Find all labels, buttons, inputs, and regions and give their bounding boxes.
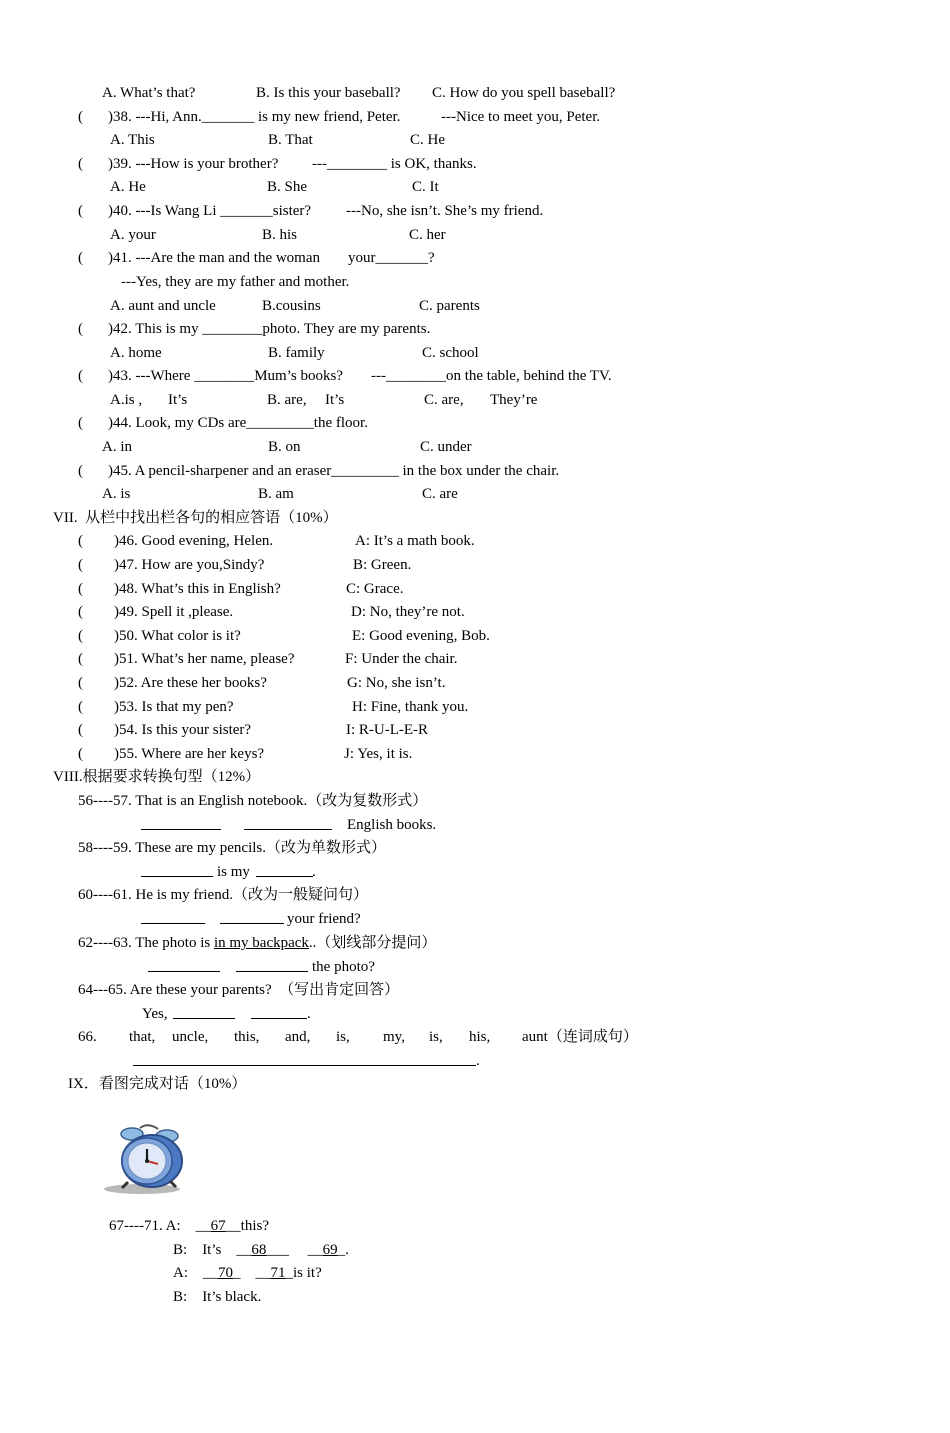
q43-option-a: A.is , [110, 392, 143, 408]
q42-option-c: C. school [422, 345, 479, 361]
q39-reply: ---________ is OK, thanks. [312, 156, 477, 172]
q40-option-c: C. her [409, 227, 446, 243]
match-paren: ( [78, 675, 83, 691]
match-paren: ( [78, 722, 83, 738]
answer-blank [244, 815, 332, 836]
word: uncle, [172, 1029, 209, 1045]
word: my, [383, 1029, 405, 1045]
match-answer: H: Fine, thank you. [352, 699, 469, 715]
dialog-line-3-text: is it? [293, 1265, 322, 1281]
q44-option-a: A. in [102, 439, 132, 455]
q43-option-a-second: It’s [168, 392, 188, 408]
q41-option-b: B.cousins [262, 298, 321, 314]
transform-58: 58----59. These are my pencils.（改为单数形式） [78, 840, 386, 856]
word: that, [129, 1029, 156, 1045]
word: aunt（连词成句） [522, 1029, 638, 1045]
match-answer: D: No, they’re not. [351, 604, 465, 620]
q40-option-b: B. his [262, 227, 298, 243]
transform-62-post: ..（划线部分提问） [308, 935, 437, 951]
dialog-its: It’s [202, 1242, 222, 1258]
q43-option-c-second: They’re [490, 392, 538, 408]
match-question: )55. Where are her keys? [114, 746, 265, 762]
transform-60: 60----61. He is my friend.（改为一般疑问句） [78, 887, 368, 903]
transform-66-number: 66. [78, 1029, 97, 1045]
q42-option-b: B. family [268, 345, 325, 361]
transform-66-end: . [476, 1053, 480, 1069]
alarm-clock-image [100, 1118, 190, 1196]
match-paren: ( [78, 604, 83, 620]
dialog-line-4 [173, 1287, 261, 1307]
match-answer: F: Under the chair. [345, 651, 458, 667]
q37-option-a: A. What’s that? [102, 85, 196, 101]
dialog-line-1: 67----71. A: __67__this? [109, 1218, 269, 1234]
q38-option-c: C. He [410, 132, 445, 148]
q39-question: )39. ---How is your brother? [108, 156, 279, 172]
answer-blank [236, 957, 308, 978]
q44-option-c: C. under [420, 439, 472, 455]
dialog-blank-67: 67 [210, 1218, 226, 1234]
q44-paren: ( [78, 415, 83, 431]
q43-option-b-second: It’s [325, 392, 345, 408]
q44-option-b: B. on [268, 439, 301, 455]
q42-question: )42. This is my ________photo. They are my parents. [108, 321, 431, 337]
speaker-a: A: [173, 1265, 188, 1281]
dialog-blank-69: 69 [322, 1242, 338, 1258]
match-paren: ( [78, 699, 83, 715]
q42-paren: ( [78, 321, 83, 337]
transform-62-underlined: in my backpack [213, 935, 309, 951]
q38-option-a: A. This [110, 132, 155, 148]
q45-option-a: A. is [102, 486, 131, 502]
q43-reply: ---________on the table, behind the TV. [371, 368, 612, 384]
q45-paren: ( [78, 463, 83, 479]
answer-blank [251, 1004, 307, 1025]
section-9-title: IX．看图完成对话（10%） [68, 1076, 247, 1092]
q38-option-b: B. That [268, 132, 313, 148]
dialog-line-2-end: . [345, 1242, 349, 1258]
match-paren: ( [78, 557, 83, 573]
q37-option-c: C. How do you spell baseball? [432, 85, 616, 101]
word: his, [469, 1029, 491, 1045]
transform-64-end: . [307, 1006, 311, 1022]
q40-reply: ---No, she isn’t. She’s my friend. [346, 203, 544, 219]
q40-option-a: A. your [110, 227, 156, 243]
match-paren: ( [78, 533, 83, 549]
q39-option-c: C. It [412, 179, 439, 195]
match-question: )46. Good evening, Helen. [114, 533, 274, 549]
q43-option-b: B. are, [267, 392, 307, 408]
answer-blank [141, 862, 213, 883]
q41-option-c: C. parents [419, 298, 480, 314]
transform-62 [78, 933, 436, 953]
q41-question: )41. ---Are the man and the woman [108, 250, 321, 266]
dialog-blank-70: 70 [218, 1265, 233, 1281]
q40-question: )40. ---Is Wang Li _______sister? [108, 203, 312, 219]
transform-60-answer: your friend? [287, 911, 361, 927]
q41-reply: ---Yes, they are my father and mother. [121, 274, 350, 290]
answer-blank [141, 815, 221, 836]
q37-option-b: B. Is this your baseball? [256, 85, 401, 101]
q38-question: )38. ---Hi, Ann._______ is my new friend, Peter. [108, 109, 401, 125]
match-paren: ( [78, 651, 83, 667]
q41-question-end: your_______? [348, 250, 435, 266]
match-question: )54. Is this your sister? [114, 722, 252, 738]
transform-56: 56----57. That is an English notebook.（改为复数形式） [78, 793, 428, 809]
transform-58-mid: is my [217, 864, 250, 880]
match-question: )51. What’s her name, please? [114, 651, 295, 667]
match-answer: G: No, she isn’t. [347, 675, 446, 691]
transform-64: 64---65. Are these your parents? （写出肯定回答） [78, 982, 400, 998]
speaker-b: B: [173, 1289, 188, 1305]
word: is, [336, 1029, 350, 1045]
dialog-line-4-text: It’s black. [202, 1289, 262, 1305]
transform-58-end: . [312, 864, 316, 880]
q39-paren: ( [78, 156, 83, 172]
dialog-line-2: B: It’s __68___ __69_. [173, 1242, 349, 1258]
q41-paren: ( [78, 250, 83, 266]
match-answer: B: Green. [353, 557, 412, 573]
match-question: )49. Spell it ,please. [114, 604, 234, 620]
q43-paren: ( [78, 368, 83, 384]
match-question: )50. What color is it? [114, 628, 241, 644]
transform-62-answer: the photo? [312, 959, 375, 975]
match-answer: I: R-U-L-E-R [346, 722, 429, 738]
q45-option-c: C. are [422, 486, 458, 502]
answer-blank [148, 957, 220, 978]
transform-62-pre: 62----63. The photo is [78, 935, 214, 951]
q44-question: )44. Look, my CDs are_________the floor. [108, 415, 368, 431]
word: this, [234, 1029, 260, 1045]
q45-option-b: B. am [258, 486, 294, 502]
speaker-b: B: [173, 1242, 188, 1258]
q40-paren: ( [78, 203, 83, 219]
dialog-line-3: A: __70_ __71_is it? [173, 1265, 322, 1281]
dialog-blank-71: 71 [270, 1265, 286, 1281]
word: and, [285, 1029, 311, 1045]
match-question: )48. What’s this in English? [114, 581, 281, 597]
q42-option-a: A. home [110, 345, 162, 361]
q45-question: )45. A pencil-sharpener and an eraser_________ in the box under the chair. [108, 463, 560, 479]
match-answer: J: Yes, it is. [344, 746, 413, 762]
answer-blank [141, 909, 205, 930]
q38-paren: ( [78, 109, 83, 125]
match-answer: A: It’s a math book. [355, 533, 475, 549]
q39-option-a: A. He [110, 179, 146, 195]
q39-option-b: B. She [267, 179, 308, 195]
match-question: )52. Are these her books? [114, 675, 267, 691]
q38-reply: ---Nice to meet you, Peter. [441, 109, 601, 125]
word: is, [429, 1029, 443, 1045]
match-question: )53. Is that my pen? [114, 699, 234, 715]
q43-option-c: C. are, [424, 392, 464, 408]
section-8-title: VIII.根据要求转换句型（12%） [53, 769, 261, 785]
answer-blank [173, 1004, 235, 1025]
transform-64-answer: Yes, [142, 1006, 168, 1022]
q43-question: )43. ---Where ________Mum’s books? [108, 368, 343, 384]
match-paren: ( [78, 581, 83, 597]
section-7-title: VII. 从栏中找出栏各句的相应答语（10%） [53, 510, 338, 526]
transform-56-answer: English books. [347, 817, 437, 833]
dialog-prefix: 67----71. A: [109, 1218, 181, 1234]
dialog-line-1-text: this? [240, 1218, 269, 1234]
match-paren: ( [78, 746, 83, 762]
match-question: )47. How are you,Sindy? [114, 557, 265, 573]
match-paren: ( [78, 628, 83, 644]
dialog-blank-68: 68 [251, 1242, 267, 1258]
answer-blank [133, 1051, 476, 1072]
match-answer: C: Grace. [346, 581, 404, 597]
match-answer: E: Good evening, Bob. [352, 628, 490, 644]
answer-blank [256, 862, 313, 883]
answer-blank [220, 909, 284, 930]
q41-option-a: A. aunt and uncle [110, 298, 216, 314]
